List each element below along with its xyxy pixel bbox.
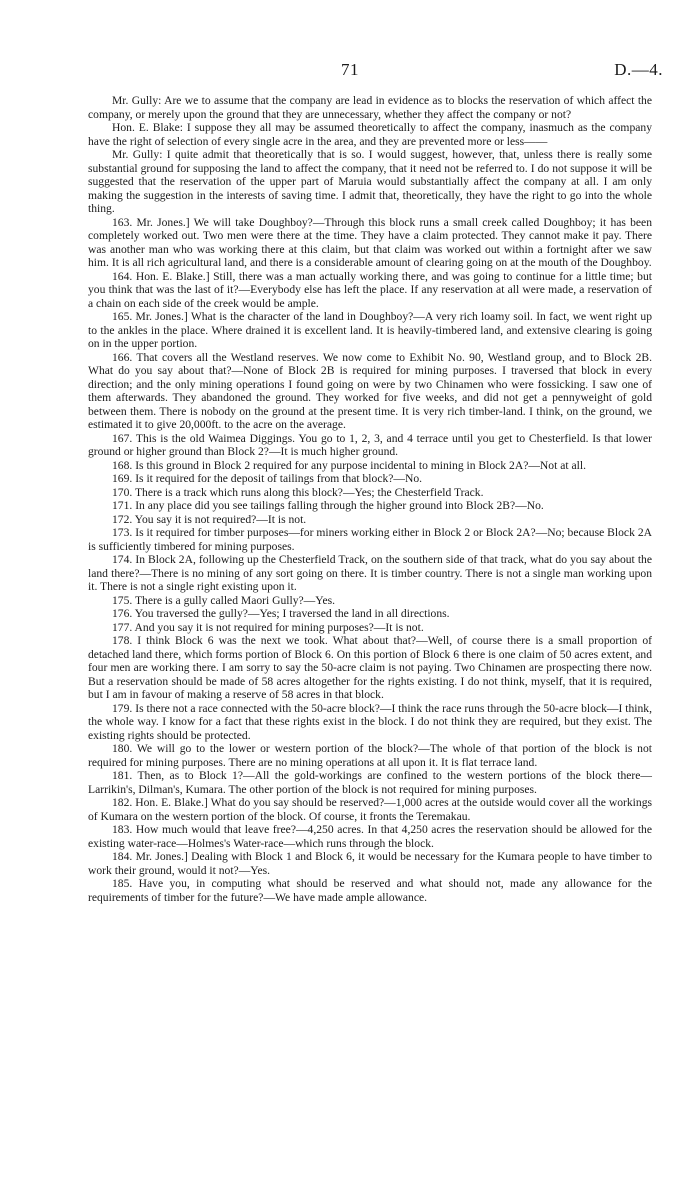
paragraph: 181. Then, as to Block 1?—All the gold-workings are confined to the western portions of the block there—Larrikin's, Dilman's, Kumara. The other portion of the block is not required for mining purposes. bbox=[88, 769, 652, 796]
paragraph: 167. This is the old Waimea Diggings. You go to 1, 2, 3, and 4 terrace until you get to Chesterfield. Is that lower ground or higher ground than Block 2?—It is much higher ground. bbox=[88, 431, 652, 458]
paragraph: 180. We will go to the lower or western portion of the block?—The whole of that portion of the block is not required for mining purposes. There are no mining operations at all upon it. It is flat terrace land. bbox=[88, 742, 652, 769]
paragraph: 165. Mr. Jones.] What is the character of the land in Doughboy?—A very rich loamy soil. In fact, we went right up to the ankles in the place. Where drained it is excellent land. It is heavily-timbered land, and extensive clearing is going on in the upper portion. bbox=[88, 310, 652, 350]
paragraph: 171. In any place did you see tailings falling through the higher ground into Block 2B?—No. bbox=[112, 499, 544, 512]
paragraph: 172. You say it is not required?—It is not. bbox=[112, 512, 307, 526]
paragraph: 163. Mr. Jones.] We will take Doughboy?—Through this block runs a small creek called Doughboy; it has been completely worked out. Two men were there at the time. They have a claim protected. They cannot make it pay. There was another man who was working there at this claim, but that claim was worked out within a fortnight after we saw him. It is all rich agricultural land, and there is a considerable amount of clearing going on at the mouth of the Doughboy. bbox=[88, 215, 652, 269]
paragraph: 183. How much would that leave free?—4,250 acres. In that 4,250 acres the reservation should be allowed for the existing water-race—Holmes's Water-race—which runs through the block. bbox=[88, 823, 652, 850]
paragraph: Mr. Gully: Are we to assume that the company are lead in evidence as to blocks the reservation of which affect the company, or merely upon the ground that they are unnecessary, whether they affect the company or not? bbox=[88, 94, 652, 121]
document-body bbox=[88, 94, 652, 904]
paragraph: 184. Mr. Jones.] Dealing with Block 1 and Block 6, it would be necessary for the Kumara people to have timber to work their ground, would it not?—Yes. bbox=[88, 850, 652, 877]
paragraph: 179. Is there not a race connected with the 50-acre block?—I think the race runs through the 50-acre block—I think, the whole way. I know for a fact that these rights exist in the block. I do not think they are required, but they exist. The existing rights should be protected. bbox=[88, 701, 652, 742]
paragraph: 164. Hon. E. Blake.] Still, there was a man actually working there, and was going to continue for a little time; but you think that was the last of it?—Everybody else has left the place. If any reservation at all were made, a reservation of a chain on each side of the creek would be ample. bbox=[88, 269, 652, 310]
paragraph: 177. And you say it is not required for mining purposes?—It is not. bbox=[112, 620, 424, 634]
paragraph: 175. There is a gully called Maori Gully?—Yes. bbox=[112, 593, 336, 607]
paragraph: 178. I think Block 6 was the next we took. What about that?—Well, of course there is a small proportion of detached land there, which forms portion of Block 6. On this portion of Block 6 there is one claim of 50 acres extent, and four men are working there. I am sorry to say the 50-acre claim is not paying. Two Chinamen are prospecting there now. But a reservation should be made of 58 acres altogether for the rights existing. I do not think, myself, that it is required, but I am in favour of making a reserve of 58 acres in that block. bbox=[88, 634, 652, 701]
paragraph: 168. Is this ground in Block 2 required for any purpose incidental to mining in Block 2A?—Not at all. bbox=[112, 458, 586, 472]
paragraph: 166. That covers all the Westland reserves. We now come to Exhibit No. 90, Westland group, and to Block 2B. What do you say about that?—None of Block 2B is required for mining purposes. I traversed that block in every direction; and the only mining operations I found going on were by two Chinamen who were fossicking. I saw one of them afterwards. They abandoned the ground. They worked for five weeks, and did not get a pennyweight of gold between them. There is nobody on the ground at the present time. It is very rich timber-land. I think, on the ground, we estimated it to give 20,000ft. to the acre on the average. bbox=[88, 350, 652, 431]
paragraph: 170. There is a track which runs along this block?—Yes; the Chesterfield Track. bbox=[112, 485, 484, 499]
page-number: 71 bbox=[341, 60, 359, 79]
document-reference: D.—4. bbox=[614, 60, 663, 79]
paragraph: 173. Is it required for timber purposes—for miners working either in Block 2 or Block 2A?—No; because Block 2A is sufficiently timbered for mining purposes. bbox=[88, 526, 652, 553]
paragraph: 174. In Block 2A, following up the Chesterfield Track, on the southern side of that track, what do you say about the land there?—There is no mining of any sort going on there. It is timber country. There is not a single man working upon it. There is not a single right existing upon it. bbox=[88, 553, 652, 593]
paragraph: Hon. E. Blake: I suppose they all may be assumed theoretically to affect the company, inasmuch as the company have the right of selection of every single acre in the area, and they are prevented more or less—— bbox=[88, 121, 652, 148]
paragraph: Mr. Gully: I quite admit that theoretically that is so. I would suggest, however, that, unless there is really some substantial ground for supposing the land to affect the company, that it need not be referred to. I do not suppose it will be suggested that the reservation of the upper part of Maruia would substantially affect the company at all. I am only making the suggestion in the interests of saving time. I admit that, theoretically, they have the right to go into the whole thing. bbox=[88, 148, 652, 215]
paragraph: 176. You traversed the gully?—Yes; I traversed the land in all directions. bbox=[112, 607, 450, 620]
paragraph: 182. Hon. E. Blake.] What do you say should be reserved?—1,000 acres at the outside would cover all the workings of Kumara on the western portion of the block. Of course, it fronts the Teremakau. bbox=[88, 796, 652, 823]
paragraph: 185. Have you, in computing what should be reserved and what should not, made any allowance for the requirements of timber for the future?—We have made ample allowance. bbox=[88, 877, 652, 904]
paragraph: 169. Is it required for the deposit of tailings from that block?—No. bbox=[112, 472, 423, 485]
